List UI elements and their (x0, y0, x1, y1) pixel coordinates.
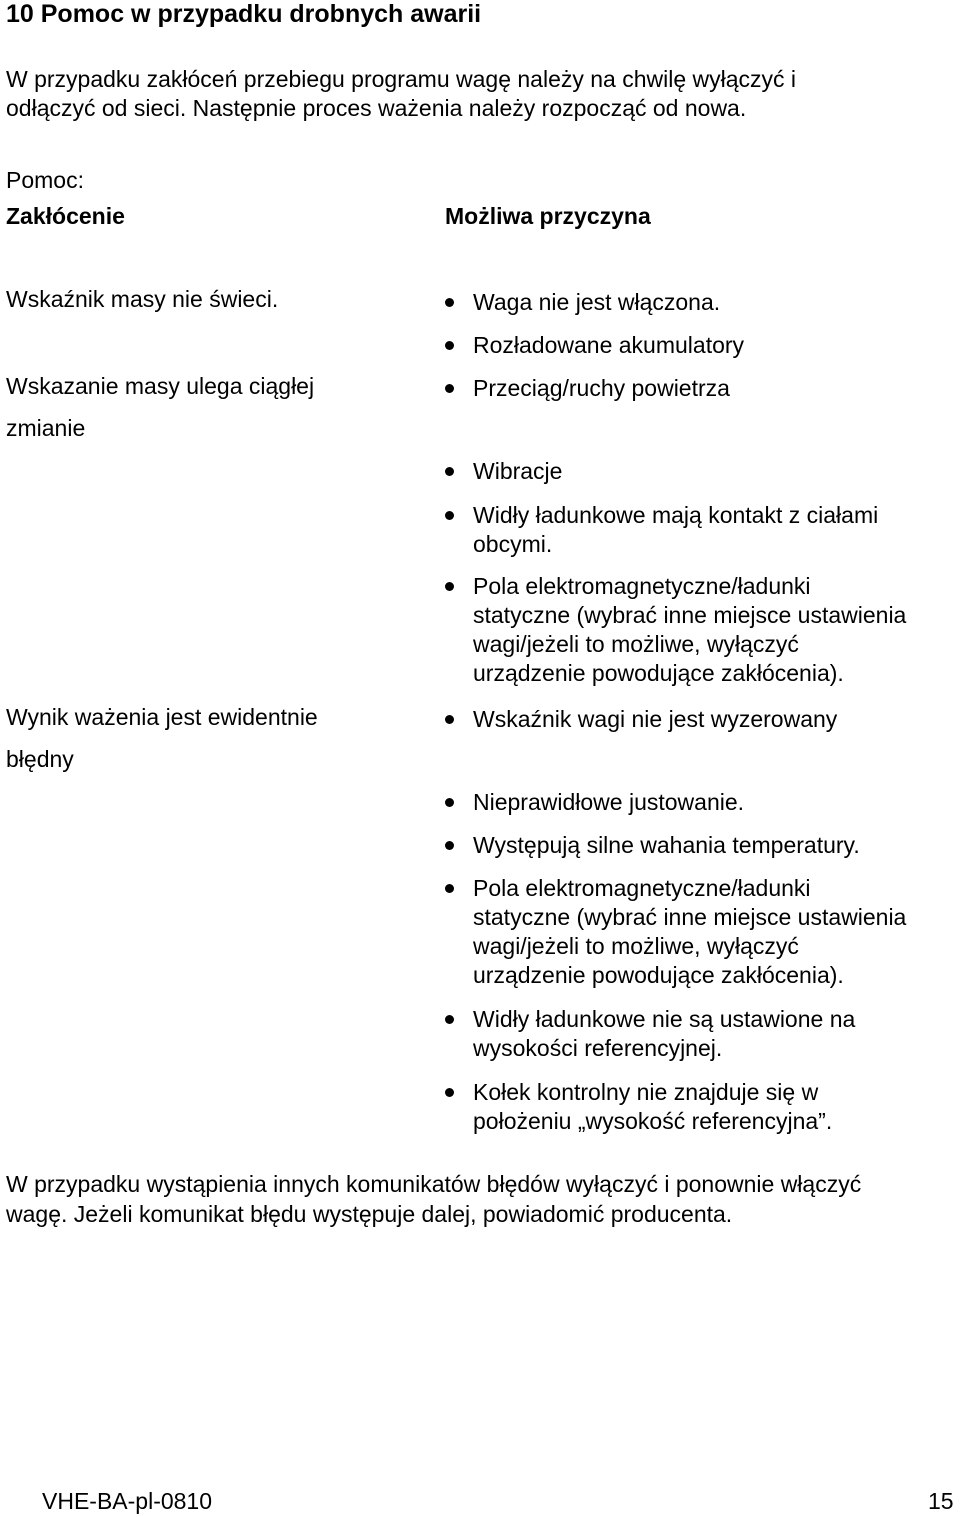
cause-text: Nieprawidłowe justowanie. (473, 789, 745, 815)
column-header-cause: Możliwa przyczyna (445, 203, 651, 229)
cause-text: wagi/jeżeli to możliwe, wyłączyć (473, 933, 799, 959)
fault-1: Wskaźnik masy nie świeci. (6, 286, 279, 312)
outro-line-2: wagę. Jeżeli komunikat błędu występuje dalej, powiadomić producenta. (6, 1201, 733, 1227)
cause-text: Wibracje (473, 458, 563, 484)
bullet-icon (445, 467, 454, 476)
bullet-icon (445, 841, 454, 850)
cause-text: Rozładowane akumulatory (473, 332, 745, 358)
cause-text: Widły ładunkowe mają kontakt z ciałami (473, 502, 879, 528)
cause-text: Pola elektromagnetyczne/ładunki (473, 875, 811, 901)
help-label: Pomoc: (6, 167, 84, 193)
cause-text: urządzenie powodujące zakłócenia). (473, 660, 844, 686)
footer-doc-code: VHE-BA-pl-0810 (42, 1488, 213, 1514)
cause-text: wagi/jeżeli to możliwe, wyłączyć (473, 631, 799, 657)
fault-3-line-2: błędny (6, 746, 74, 772)
bullet-icon (445, 298, 454, 307)
cause-text: położeniu „wysokość referencyjna”. (473, 1108, 833, 1134)
fault-2-line-1: Wskazanie masy ulega ciągłej (6, 373, 315, 399)
cause-text: Kołek kontrolny nie znajduje się w (473, 1079, 819, 1105)
bullet-icon (445, 384, 454, 393)
cause-text: Przeciąg/ruchy powietrza (473, 375, 730, 401)
bullet-icon (445, 341, 454, 350)
bullet-icon (445, 1015, 454, 1024)
footer-page-number: 15 (928, 1488, 954, 1514)
section-heading: 10 Pomoc w przypadku drobnych awarii (6, 0, 482, 28)
fault-3-line-1: Wynik ważenia jest ewidentnie (6, 704, 318, 730)
cause-text: statyczne (wybrać inne miejsce ustawienia (473, 602, 907, 628)
cause-text: statyczne (wybrać inne miejsce ustawienia (473, 904, 907, 930)
fault-2-line-2: zmianie (6, 415, 86, 441)
cause-text: Widły ładunkowe nie są ustawione na (473, 1006, 856, 1032)
intro-line-2: odłączyć od sieci. Następnie proces ważenia należy rozpocząć od nowa. (6, 95, 747, 121)
bullet-icon (445, 1088, 454, 1097)
bullet-icon (445, 715, 454, 724)
cause-text: Pola elektromagnetyczne/ładunki (473, 573, 811, 599)
cause-text: obcymi. (473, 531, 553, 557)
bullet-icon (445, 798, 454, 807)
cause-text: urządzenie powodujące zakłócenia). (473, 962, 844, 988)
bullet-icon (445, 582, 454, 591)
cause-text: wysokości referencyjnej. (473, 1035, 723, 1061)
bullet-icon (445, 884, 454, 893)
cause-text: Występują silne wahania temperatury. (473, 832, 860, 858)
column-header-fault: Zakłócenie (6, 203, 125, 229)
outro-line-1: W przypadku wystąpienia innych komunikatów błędów wyłączyć i ponownie włączyć (6, 1171, 862, 1197)
bullet-icon (445, 511, 454, 520)
intro-line-1: W przypadku zakłóceń przebiegu programu wagę należy na chwilę wyłączyć i (6, 66, 797, 92)
cause-text: Wskaźnik wagi nie jest wyzerowany (473, 706, 838, 732)
cause-text: Waga nie jest włączona. (473, 289, 721, 315)
